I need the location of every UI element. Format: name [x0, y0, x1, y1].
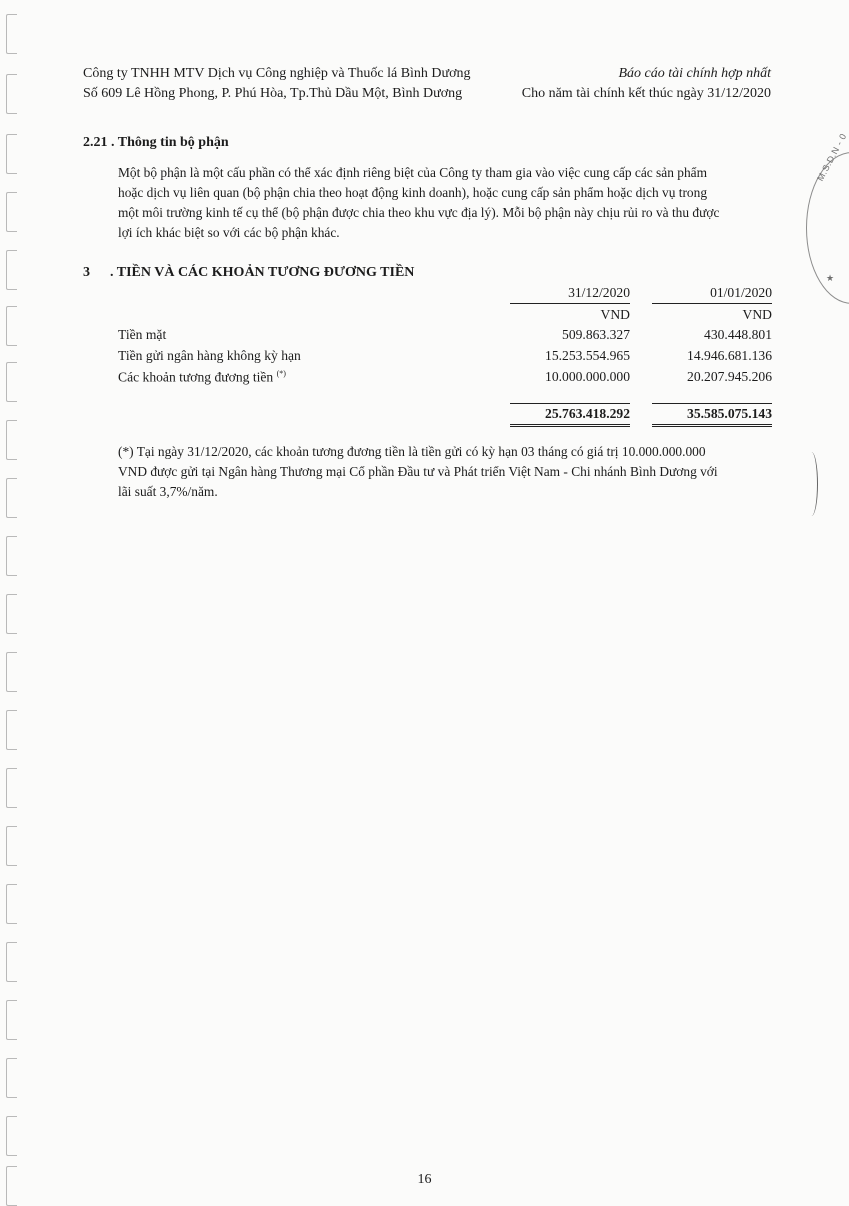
binding-ring: [6, 478, 17, 518]
binding-ring: [6, 942, 17, 982]
value-cash-2020-01-01: 430.448.801: [704, 327, 772, 342]
value-deposits-2020-12-31: 15.253.554.965: [545, 348, 630, 363]
footnote-line: lãi suất 3,7%/năm.: [118, 484, 218, 499]
section-3-number: 3: [83, 265, 90, 280]
binding-ring: [6, 1000, 17, 1040]
footnote-marker: (*): [276, 369, 286, 378]
stamp-text: M.S.D.N - 0: [815, 131, 849, 183]
binding-ring: [6, 536, 17, 576]
unit-col-2: VND: [742, 307, 772, 322]
paragraph-line: Một bộ phận là một cấu phần có thể xác định riêng biệt của Công ty tham gia vào việc cung cấp các sản phẩm: [118, 165, 707, 180]
binding-ring: [6, 420, 17, 460]
binding-ring: [6, 652, 17, 692]
binding-ring: [6, 74, 17, 114]
unit-col-1: VND: [600, 307, 630, 322]
binding-ring: [6, 192, 17, 232]
binding-ring: [6, 134, 17, 174]
total-2020-12-31: 25.763.418.292: [510, 403, 630, 427]
cash-equivalents-label: Các khoản tương đương tiền: [118, 369, 274, 385]
binding-ring: [6, 362, 17, 402]
section-2-21-paragraph: [118, 163, 788, 243]
column-header-2020-01-01: 01/01/2020: [652, 285, 772, 304]
binding-ring: [6, 826, 17, 866]
report-title: Báo cáo tài chính hợp nhất: [618, 66, 771, 81]
row-label-demand-deposits: Tiền gửi ngân hàng không kỳ hạn: [118, 348, 301, 363]
value-deposits-2020-01-01: 14.946.681.136: [687, 348, 772, 363]
company-address: Số 609 Lê Hồng Phong, P. Phú Hòa, Tp.Thủ Dầu Một, Bình Dương: [83, 86, 463, 101]
value-cash-2020-12-31: 509.863.327: [562, 327, 630, 342]
report-period: Cho năm tài chính kết thúc ngày 31/12/2020: [521, 86, 771, 101]
footnote-line: VND được gửi tại Ngân hàng Thương mại Cổ phần Đầu tư và Phát triển Việt Nam - Chi nhánh Bình Dương với: [118, 464, 718, 479]
column-header-2020-12-31: 31/12/2020: [510, 285, 630, 304]
row-label-cash: Tiền mặt: [118, 327, 167, 342]
row-label-cash-equivalents: [118, 369, 286, 386]
binding-margin: [6, 0, 26, 1200]
binding-ring: [6, 306, 17, 346]
pen-mark: [805, 452, 818, 516]
section-2-21-heading: 2.21 . Thông tin bộ phận: [83, 135, 229, 150]
paragraph-line: lợi ích khác biệt so với các bộ phận khác.: [118, 225, 340, 240]
binding-ring: [6, 1116, 17, 1156]
stamp-star-icon: ★: [826, 274, 835, 284]
paragraph-line: một môi trường kinh tế cụ thể (bộ phận được chia theo khu vực địa lý). Mỗi bộ phận này chịu rủi ro và thu được: [118, 205, 720, 220]
section-3-title: . TIỀN VÀ CÁC KHOẢN TƯƠNG ĐƯƠNG TIỀN: [110, 265, 415, 280]
total-2020-01-01: 35.585.075.143: [652, 403, 772, 427]
value-equivalents-2020-12-31: 10.000.000.000: [545, 369, 630, 384]
binding-ring: [6, 250, 17, 290]
binding-ring: [6, 14, 17, 54]
page-number: 16: [417, 1172, 432, 1187]
company-name: Công ty TNHH MTV Dịch vụ Công nghiệp và Thuốc lá Bình Dương: [83, 66, 471, 81]
binding-ring: [6, 884, 17, 924]
binding-ring: [6, 768, 17, 808]
binding-ring: [6, 1058, 17, 1098]
binding-ring: [6, 594, 17, 634]
footnote-line: (*) Tại ngày 31/12/2020, các khoản tương đương tiền là tiền gửi có kỳ hạn 03 tháng có giá trị 10.000.000.000: [118, 444, 706, 459]
paragraph-line: hoặc dịch vụ liên quan (bộ phận chia theo hoạt động kinh doanh), hoặc cung cấp sản phẩm hoặc dịch vụ trong: [118, 185, 708, 200]
binding-ring: [6, 710, 17, 750]
footnote: [118, 442, 788, 502]
value-equivalents-2020-01-01: 20.207.945.206: [687, 369, 772, 384]
